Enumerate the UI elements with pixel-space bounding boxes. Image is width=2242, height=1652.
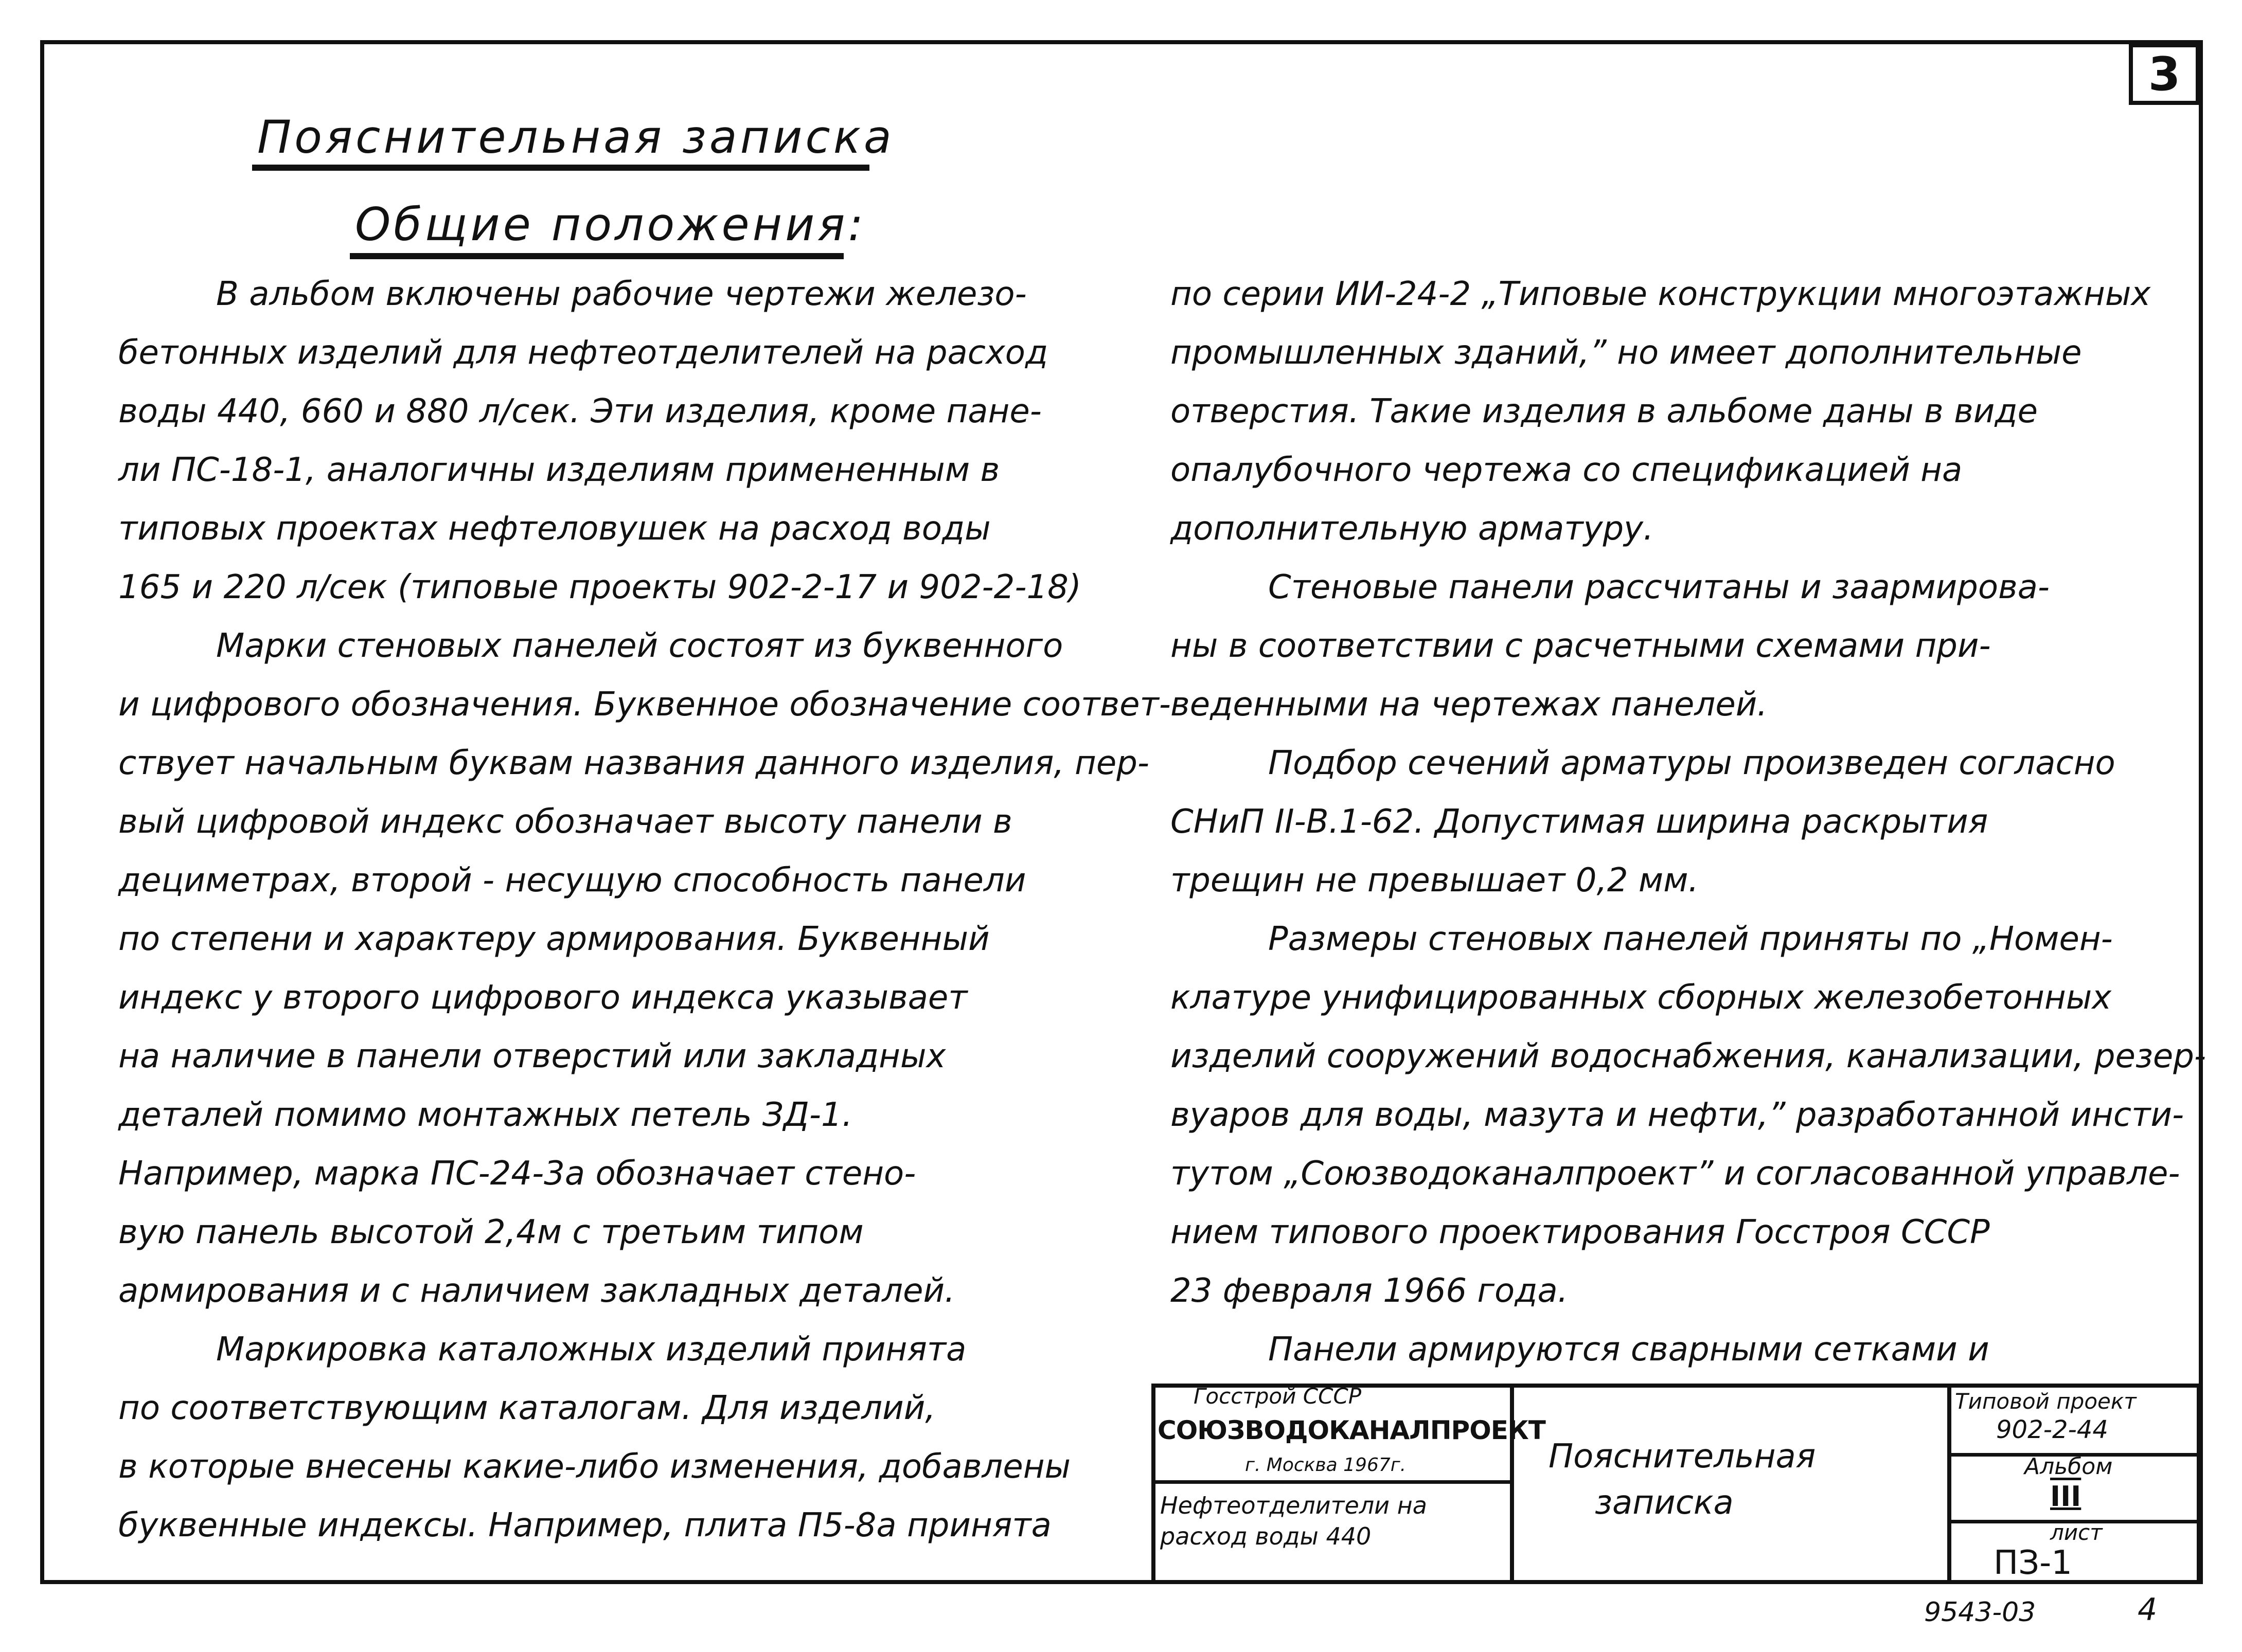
text-line: буквенные индексы. Например, плита П5-8а принята	[118, 1506, 1052, 1545]
text-line: по степени и характеру армирования. Буквенный	[118, 920, 990, 958]
album-number: III	[2050, 1480, 2081, 1513]
text-line: и цифрового обозначения. Буквенное обозначение соответ-	[118, 686, 1171, 724]
text-line: вуаров для воды, мазута и нефти,” разработанной инсти-	[1170, 1096, 2184, 1134]
section-title-underline	[350, 253, 844, 259]
text-line: Стеновые панели рассчитаны и заармирова-	[1268, 568, 2050, 606]
text-line: изделий сооружений водоснабжения, канализации, резер-	[1170, 1037, 2206, 1075]
text-line: типовых проектах нефтеловушек на расход воды	[118, 510, 991, 548]
text-line: Подбор сечений арматуры произведен согласно	[1268, 744, 2115, 782]
text-line: Маркировка каталожных изделий принята	[216, 1331, 967, 1369]
text-line: воды 440, 660 и 880 л/сек. Эти изделия, кроме пане-	[118, 392, 1042, 430]
doc-title-line2: записка	[1595, 1484, 1734, 1522]
text-line: промышленных зданий,” но имеет дополнительные	[1170, 334, 2082, 372]
text-line: ли ПС-18-1, аналогичны изделиям примененным в	[118, 451, 1000, 489]
text-line: СНиП II-В.1-62. Допустимая ширина раскрытия	[1170, 803, 1988, 841]
text-line: по соответствующим каталогам. Для изделий,	[118, 1389, 936, 1427]
text-line: вую панель высотой 2,4м с третьим типом	[118, 1213, 864, 1251]
text-line: В альбом включены рабочие чертежи железо-	[216, 275, 1027, 313]
text-line: Например, марка ПС-24-3а обозначает стено-	[118, 1155, 916, 1193]
text-line: Панели армируются сварными сетками и	[1268, 1331, 1989, 1369]
title-block-divider	[1947, 1384, 1951, 1584]
title-block-divider	[1510, 1384, 1514, 1584]
page-number: 4	[2138, 1592, 2158, 1628]
text-line: отверстия. Такие изделия в альбоме даны в виде	[1170, 392, 2038, 430]
text-line: клатуре унифицированных сборных железобетонных	[1170, 979, 2112, 1017]
text-line: бетонных изделий для нефтеотделителей на расход	[118, 334, 1048, 372]
doc-title-line1: Пояснительная	[1549, 1438, 1816, 1476]
inventory-number: 9543-03	[1924, 1597, 2036, 1628]
project-label: Типовой проект	[1955, 1389, 2137, 1414]
right-text-column	[1170, 265, 2206, 1379]
left-text-column	[118, 265, 1171, 1555]
object-name-line1: Нефтеотделители на	[1160, 1492, 1427, 1519]
text-line: деталей помимо монтажных петель ЗД-1.	[118, 1096, 853, 1134]
text-line: 165 и 220 л/сек (типовые проекты 902-2-17 и 902-2-18)	[118, 568, 1081, 606]
object-name-line2: расход воды 440	[1160, 1522, 1372, 1550]
text-line: индекс у второго цифрового индекса указывает	[118, 979, 968, 1017]
text-line: 23 февраля 1966 года.	[1170, 1272, 1568, 1310]
text-line: по серии ИИ-24-2 „Типовые конструкции многоэтажных	[1170, 275, 2151, 313]
album-label: Альбом	[2024, 1453, 2113, 1480]
text-line: нием типового проектирования Госстроя СССР	[1170, 1213, 1990, 1251]
org-city-year: г. Москва 1967г.	[1245, 1455, 1407, 1476]
text-line: опалубочного чертежа со спецификацией на	[1170, 451, 1963, 489]
sheet-number-box: 3	[2129, 43, 2200, 105]
sheet-code: ПЗ-1	[1994, 1544, 2072, 1582]
project-number: 902-2-44	[1996, 1415, 2108, 1444]
text-line: ствует начальным буквам названия данного изделия, пер-	[118, 744, 1149, 782]
text-line: армирования и с наличием закладных деталей.	[118, 1272, 955, 1310]
text-line: Размеры стеновых панелей приняты по „Номен-	[1268, 920, 2113, 958]
text-line: тутом „Союзводоканалпроект” и согласованной управле-	[1170, 1155, 2180, 1193]
section-title: Общие положения:	[355, 198, 866, 251]
text-line: дополнительную арматуру.	[1170, 510, 1654, 548]
text-line: трещин не превышает 0,2 мм.	[1170, 861, 1699, 900]
text-line: веденными на чертежах панелей.	[1170, 686, 1768, 724]
text-line: на наличие в панели отверстий или закладных	[118, 1037, 946, 1075]
text-line: ны в соответствии с расчетными схемами при-	[1170, 627, 1991, 665]
title-block-divider	[1151, 1480, 1511, 1484]
org-parent: Госстрой СССР	[1194, 1384, 1362, 1409]
org-name: СОЮЗВОДОКАНАЛПРОЕКТ	[1158, 1415, 1545, 1445]
page-title: Пояснительная записка	[257, 111, 895, 164]
title-underline	[252, 165, 869, 171]
sheet-label: лист	[2050, 1520, 2103, 1545]
text-line: Марки стеновых панелей состоят из буквенного	[216, 627, 1063, 665]
text-line: вый цифровой индекс обозначает высоту панели в	[118, 803, 1012, 841]
text-line: в которые внесены какие-либо изменения, добавлены	[118, 1448, 1071, 1486]
text-line: дециметрах, второй - несущую способность панели	[118, 861, 1026, 900]
